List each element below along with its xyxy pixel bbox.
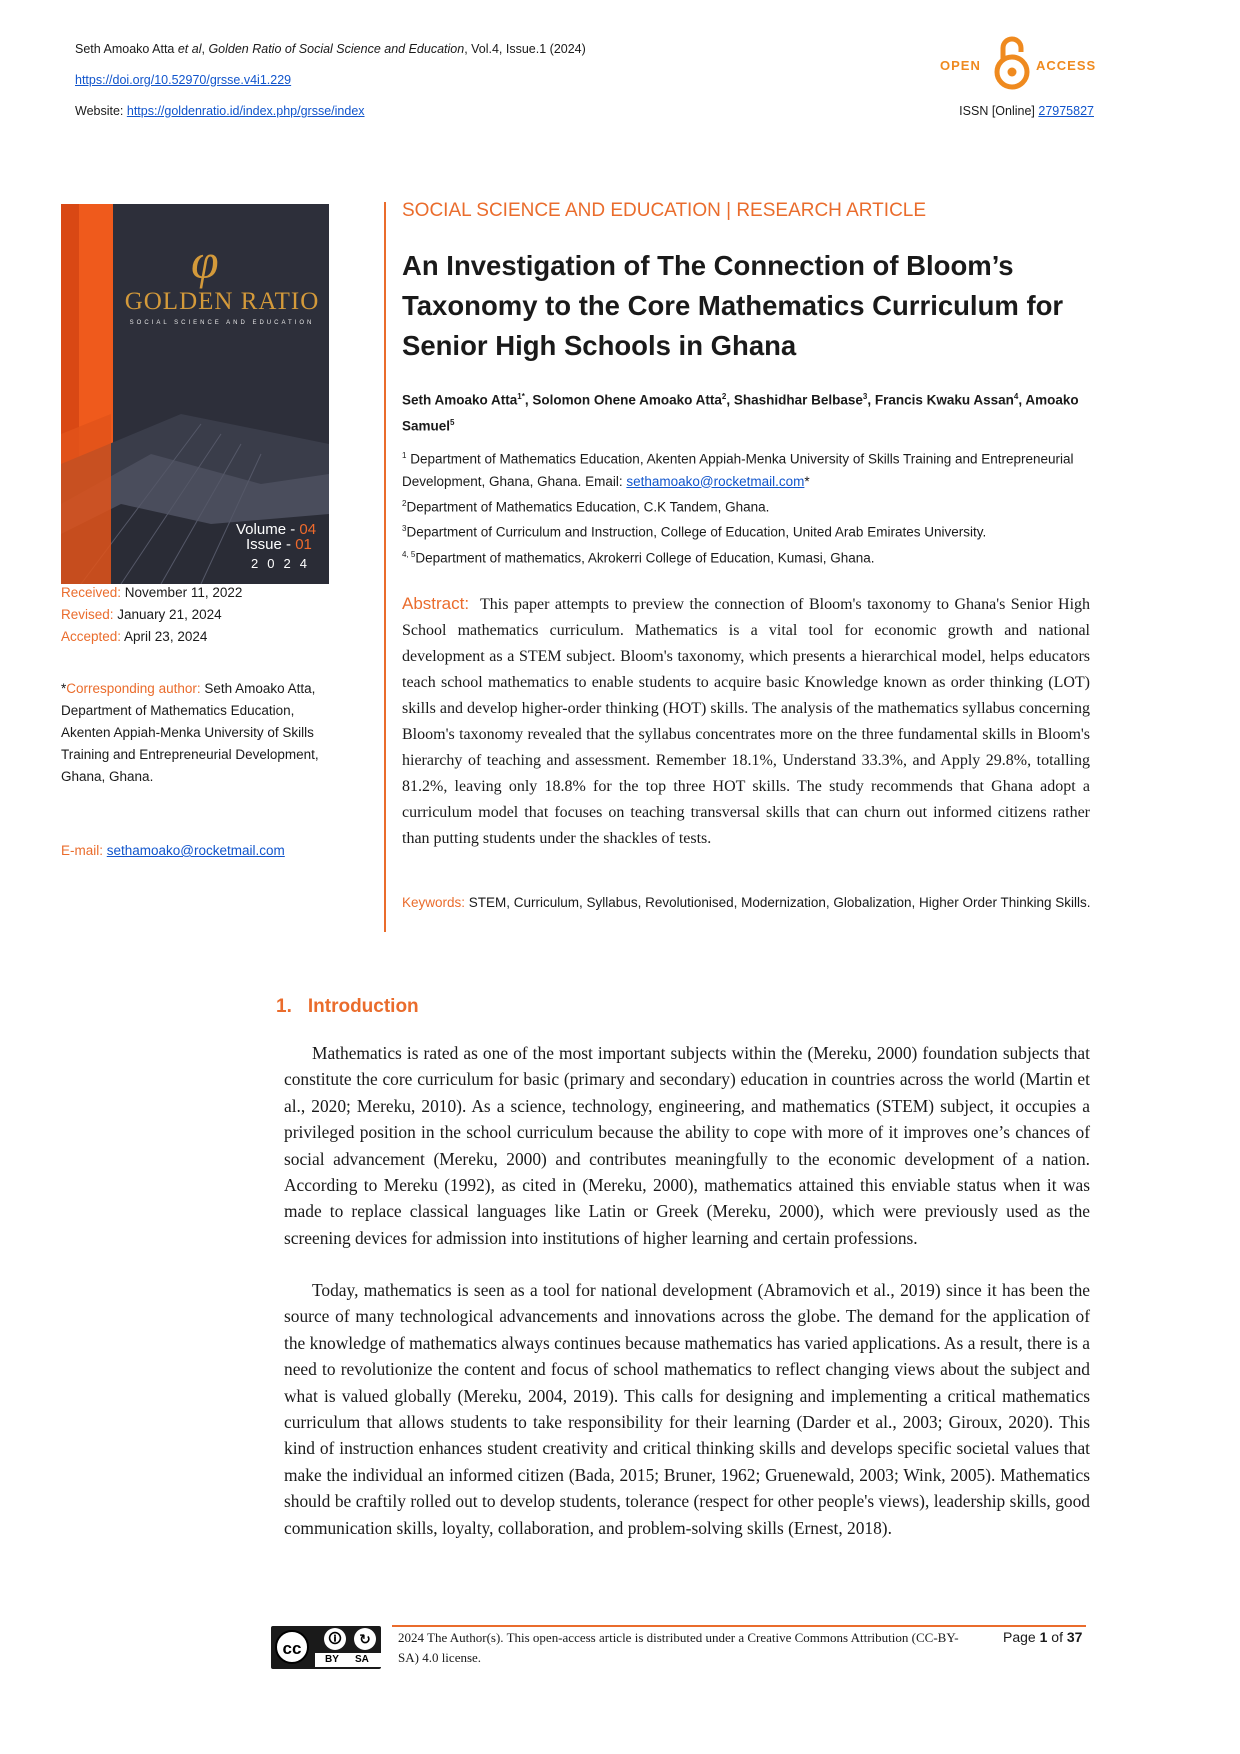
- running-header: [75, 42, 586, 56]
- issn-label: ISSN [Online]: [959, 104, 1039, 118]
- accepted-label: Accepted:: [61, 629, 125, 644]
- author-name: Solomon Ohene Amoako Atta: [532, 392, 722, 408]
- received-label: Received:: [61, 585, 125, 600]
- received-date: November 11, 2022: [124, 585, 243, 600]
- section-number: 1.: [276, 996, 292, 1017]
- cover-issue-value: 01: [295, 536, 312, 553]
- affil-sup: 1: [402, 451, 407, 460]
- share-alike-icon: ↻: [354, 1628, 376, 1650]
- author-sup: 3: [862, 392, 868, 401]
- page-total: 37: [1066, 1629, 1083, 1645]
- cover-subtitle: SOCIAL SCIENCE AND EDUCATION: [129, 320, 315, 326]
- author-sup: 4: [1013, 392, 1019, 401]
- affiliation-4-5: [402, 544, 1122, 570]
- header-authors: Seth Amoako Atta: [75, 42, 178, 56]
- cover-title: GOLDEN RATIO: [124, 288, 320, 315]
- license-text: 2024 The Author(s). This open-access article is distributed under a Creative Commons Attribution (CC-BY-SA) 4.0 license.: [398, 1630, 959, 1665]
- affiliations: [402, 445, 1122, 569]
- header-sep: ,: [201, 42, 209, 56]
- intro-paragraph-1: Mathematics is rated as one of the most important subjects within the (Mereku, 2000) foundation subjects that constitute the core curriculum for basic (primary and secondary) education in countries across the world (Martin et al., 2020; Mereku, 2010). As a science, technology, engineering, and mathematics (STEM) subject, it occupies a privileged position in the school curriculum because the ability to cope with more of it improves one’s chances of social advancement (Mereku, 2000) and contributes meaningfully to the economic development of a nation. According to Mereku (1992), as cited in (Mereku, 2000), mathematics attained this enviable status when it was made to replace classical languages like Latin or Greek (Mereku, 2000), which were previously used as the screening devices for admission into institutions of higher learning and certain professions.: [284, 1043, 1090, 1248]
- keywords: [402, 893, 1102, 913]
- cc-icon: cc: [275, 1630, 309, 1664]
- doi-line: [75, 73, 291, 87]
- author-name: Seth Amoako Atta: [402, 392, 518, 408]
- article-title: An Investigation of The Connection of Bloom’s Taxonomy to the Core Mathematics Curriculum for Senior High Schools in Ghana: [402, 250, 1064, 361]
- open-access-logo: [940, 34, 1097, 90]
- author-name: Francis Kwaku Assan: [874, 392, 1014, 408]
- email-label: E-mail:: [61, 843, 107, 858]
- author-name: Shashidhar Belbase: [733, 392, 863, 408]
- corresponding-author: [61, 678, 331, 788]
- author-sup: 5: [450, 417, 455, 427]
- oa-open-text: OPEN: [940, 58, 981, 73]
- keywords-text: STEM, Curriculum, Syllabus, Revolutionised, Modernization, Globalization, Higher Order Thinking Skills.: [468, 895, 1091, 910]
- affil-text: Department of Curriculum and Instruction, College of Education, United Arab Emirates University.: [406, 524, 987, 540]
- cc-by-label: BY: [325, 1654, 339, 1665]
- author-sep: ,: [867, 392, 875, 408]
- cover-volume-label: Volume -: [236, 521, 300, 538]
- abstract: [402, 591, 1090, 852]
- column-divider: [384, 202, 386, 932]
- cover-year: 2024: [251, 556, 316, 571]
- cc-by-sa-badge: [271, 1626, 381, 1669]
- affiliation-3: [402, 518, 1122, 544]
- keywords-label: Keywords:: [402, 895, 469, 910]
- header-etal: et al: [177, 42, 202, 56]
- affil-star: *: [804, 473, 810, 489]
- attribution-person-icon: 🛈: [324, 1628, 346, 1650]
- affil-text: Department of Mathematics Education, C.K Tandem, Ghana.: [406, 499, 770, 514]
- journal-cover-image: [61, 204, 329, 584]
- cover-issue-label: Issue -: [246, 536, 296, 553]
- abstract-text: This paper attempts to preview the connection of Bloom's taxonomy to Ghana's Senior High School mathematics curriculum. Mathematics is a vital tool for economic growth and national development as a STEM subject. Bloom's taxonomy, which presents a hierarchical model, helps educators teach school mathematics to enable students to acquire basic Knowledge known as order thinking (LOT) skills and develop higher-order thinking (HOT) skills. The analysis of the mathematics syllabus concerning Bloom's taxonomy revealed that the syllabus concentrates more on the three fundamental skills in Bloom's hierarchy of teaching and assessment. Remember 18.1%, Understand 33.3%, and Apply 29.8%, totalling 81.2%, leaving only 18.8% for the top three HOT skills. The study recommends that Ghana adopt a curriculum model that focuses on teaching transversal skills that can churn out informed citizens rather than putting students under the shackles of tests.: [402, 596, 1091, 847]
- author-sep: ,: [524, 392, 533, 408]
- affil-email-link[interactable]: sethamoako@rocketmail.com: [626, 473, 805, 489]
- abstract-label: Abstract:: [402, 594, 470, 613]
- cover-phi-logo-icon: φ: [191, 233, 219, 289]
- doi-link[interactable]: https://doi.org/10.52970/grsse.v4i1.229: [75, 73, 292, 87]
- affiliation-1: [402, 445, 1122, 493]
- website-label: Website:: [75, 104, 127, 118]
- issn-link[interactable]: 27975827: [1038, 104, 1094, 118]
- corr-star: *: [61, 681, 67, 696]
- page-of: of: [1047, 1629, 1067, 1645]
- header-journal: Golden Ratio of Social Science and Education: [208, 42, 465, 56]
- open-access-lock-icon: [993, 34, 1031, 90]
- header-volume: , Vol.4, Issue.1 (2024): [464, 42, 586, 56]
- revised-date: January 21, 2024: [117, 607, 222, 622]
- corr-text: Seth Amoako Atta, Department of Mathematics Education, Akenten Appiah-Menka University of Skills Training and Entrepreneurial Development, Ghana, Ghana.: [61, 681, 319, 784]
- page-label: Page: [1003, 1629, 1040, 1645]
- oa-access-text: ACCESS: [1036, 58, 1097, 73]
- revised-label: Revised:: [61, 607, 118, 622]
- website-line: [75, 104, 365, 118]
- author-list: [402, 386, 1102, 437]
- website-link[interactable]: https://goldenratio.id/index.php/grsse/index: [126, 104, 365, 118]
- section-label: SOCIAL SCIENCE AND EDUCATION | RESEARCH ARTICLE: [402, 200, 927, 221]
- article-dates: [61, 582, 242, 648]
- author-sup: 2: [721, 392, 727, 401]
- cc-sa-label: SA: [355, 1654, 369, 1665]
- cover-volume-block: [236, 522, 316, 552]
- author-name: Amoako Samuel: [402, 392, 1079, 433]
- accepted-date: April 23, 2024: [124, 629, 208, 644]
- cc-labels: [315, 1653, 381, 1667]
- author-sup: 1*: [517, 392, 525, 401]
- author-sep: ,: [1018, 392, 1026, 408]
- affil-sup: 4, 5: [402, 549, 416, 559]
- section-title: Introduction: [307, 996, 419, 1017]
- page-current: 1: [1039, 1629, 1048, 1645]
- cover-volume-value: 04: [299, 521, 317, 538]
- issn-line: [959, 104, 1094, 118]
- affil-sup: 3: [402, 524, 407, 533]
- corr-label: Corresponding author:: [66, 681, 205, 696]
- affil-text: Department of Mathematics Education, Akenten Appiah-Menka University of Skills Training and Entrepreneurial Development, Ghana, Ghana. Email:: [402, 451, 1074, 489]
- email-link[interactable]: sethamoako@rocketmail.com: [106, 843, 285, 858]
- author-sep: ,: [726, 392, 734, 408]
- page-number: [1003, 1629, 1082, 1645]
- affil-sup: 2: [402, 498, 407, 508]
- footer-rule: [392, 1625, 1086, 1627]
- affiliation-2: [402, 493, 1122, 519]
- section-heading-introduction: [276, 996, 419, 1018]
- corresponding-email: [61, 840, 285, 862]
- intro-paragraph-2: Today, mathematics is seen as a tool for national development (Abramovich et al., 2019) since it has been the source of many technological advancements and innovations across the globe. The demand for the application of the knowledge of mathematics always continues because mathematics has varied applications. As a result, there is a need to revolutionize the content and focus of school mathematics to reflect changing views about the subject and what is valued globally (Mereku, 2004, 2019). This calls for designing and implementing a critical mathematics curriculum that allows students to take responsibility for their learning (Darder et al., 2003; Giroux, 2020). This kind of instruction enhances student creativity and critical thinking skills and develops specific societal values that make the individual an informed citizen (Bada, 2015; Bruner, 1962; Gruenewald, 2003; Wink, 2005). Mathematics should be craftily rolled out to develop students, tolerance (respect for other people's views), leadership skills, good communication skills, loyalty, collaboration, and problem-solving skills (Ernest, 2018).: [284, 1280, 1090, 1538]
- affil-text: Department of mathematics, Akrokerri College of Education, Kumasi, Ghana.: [415, 550, 875, 565]
